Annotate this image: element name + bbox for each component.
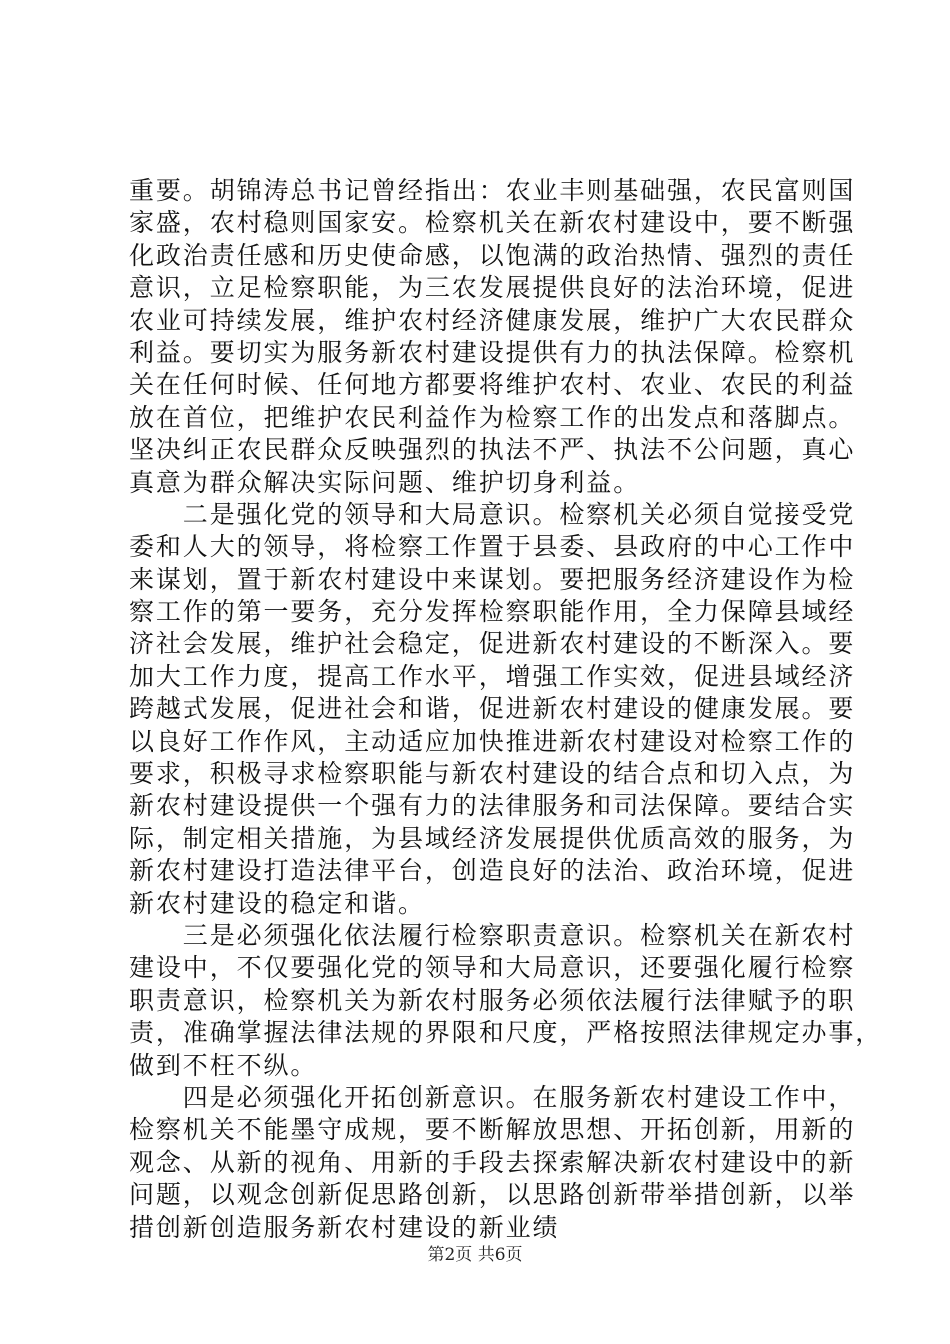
text-line: 加大工作力度，提高工作水平，增强工作实效，促进县域经济: [129, 661, 856, 691]
text-line: 新农村建设的稳定和谐。: [129, 888, 425, 918]
text-line: 责，准确掌握法律法规的界限和尺度，严格按照法律规定办事，: [129, 1018, 883, 1048]
text-line: 放在首位，把维护农民利益作为检察工作的出发点和落脚点。: [129, 402, 856, 432]
text-line: 新农村建设提供一个强有力的法律服务和司法保障。要结合实: [129, 791, 856, 821]
text-line: 利益。要切实为服务新农村建设提供有力的执法保障。检察机: [129, 337, 856, 367]
text-line: 要求，积极寻求检察职能与新农村建设的结合点和切入点，为: [129, 759, 856, 789]
text-line: 化政治责任感和历史使命感，以饱满的政治热情、强烈的责任: [129, 240, 856, 270]
text-line: 意识，立足检察职能，为三农发展提供良好的法治环境，促进: [129, 273, 856, 303]
text-line: 观念、从新的视角、用新的手段去探索解决新农村建设中的新: [129, 1147, 856, 1177]
text-line: 三是必须强化依法履行检察职责意识。检察机关在新农村: [129, 920, 856, 950]
text-line: 委和人大的领导，将检察工作置于县委、县政府的中心工作中: [129, 532, 856, 562]
text-line: 检察机关不能墨守成规，要不断解放思想、开拓创新，用新的: [129, 1115, 856, 1145]
text-line: 际，制定相关措施，为县域经济发展提供优质高效的服务，为: [129, 823, 856, 853]
text-line: 做到不枉不纵。: [129, 1050, 318, 1080]
page-footer: 第2页 共6页: [427, 1245, 523, 1265]
text-line: 职责意识，检察机关为新农村服务必须依法履行法律赋予的职: [129, 985, 856, 1015]
text-line: 二是强化党的领导和大局意识。检察机关必须自觉接受党: [129, 499, 856, 529]
text-line: 以良好工作作风，主动适应加快推进新农村建设对检察工作的: [129, 726, 856, 756]
text-line: 建设中，不仅要强化党的领导和大局意识，还要强化履行检察: [129, 953, 856, 983]
text-line: 家盛，农村稳则国家安。检察机关在新农村建设中，要不断强: [129, 208, 856, 238]
text-line: 重要。胡锦涛总书记曾经指出：农业丰则基础强，农民富则国: [129, 176, 856, 205]
text-line: 真意为群众解决实际问题、维护切身利益。: [129, 467, 641, 497]
text-line: 察工作的第一要务，充分发挥检察职能作用，全力保障县域经: [129, 597, 856, 627]
text-line: 农业可持续发展，维护农村经济健康发展，维护广大农民群众: [129, 305, 856, 335]
text-line: 新农村建设打造法律平台，创造良好的法治、政治环境，促进: [129, 856, 856, 886]
text-line: 问题，以观念创新促思路创新，以思路创新带举措创新，以举: [129, 1180, 856, 1210]
text-line: 关在任何时候、任何地方都要将维护农村、农业、农民的利益: [129, 370, 856, 400]
text-line: 坚决纠正农民群众反映强烈的执法不严、执法不公问题，真心: [129, 435, 856, 465]
body-text: [129, 175, 883, 1244]
text-line: 跨越式发展，促进社会和谐，促进新农村建设的健康发展。要: [129, 694, 856, 724]
text-line: 四是必须强化开拓创新意识。在服务新农村建设工作中，: [129, 1082, 856, 1112]
text-line: 来谋划，置于新农村建设中来谋划。要把服务经济建设作为检: [129, 564, 856, 594]
text-line: 济社会发展，维护社会稳定，促进新农村建设的不断深入。要: [129, 629, 856, 659]
text-line: 措创新创造服务新农村建设的新业绩: [129, 1212, 560, 1242]
